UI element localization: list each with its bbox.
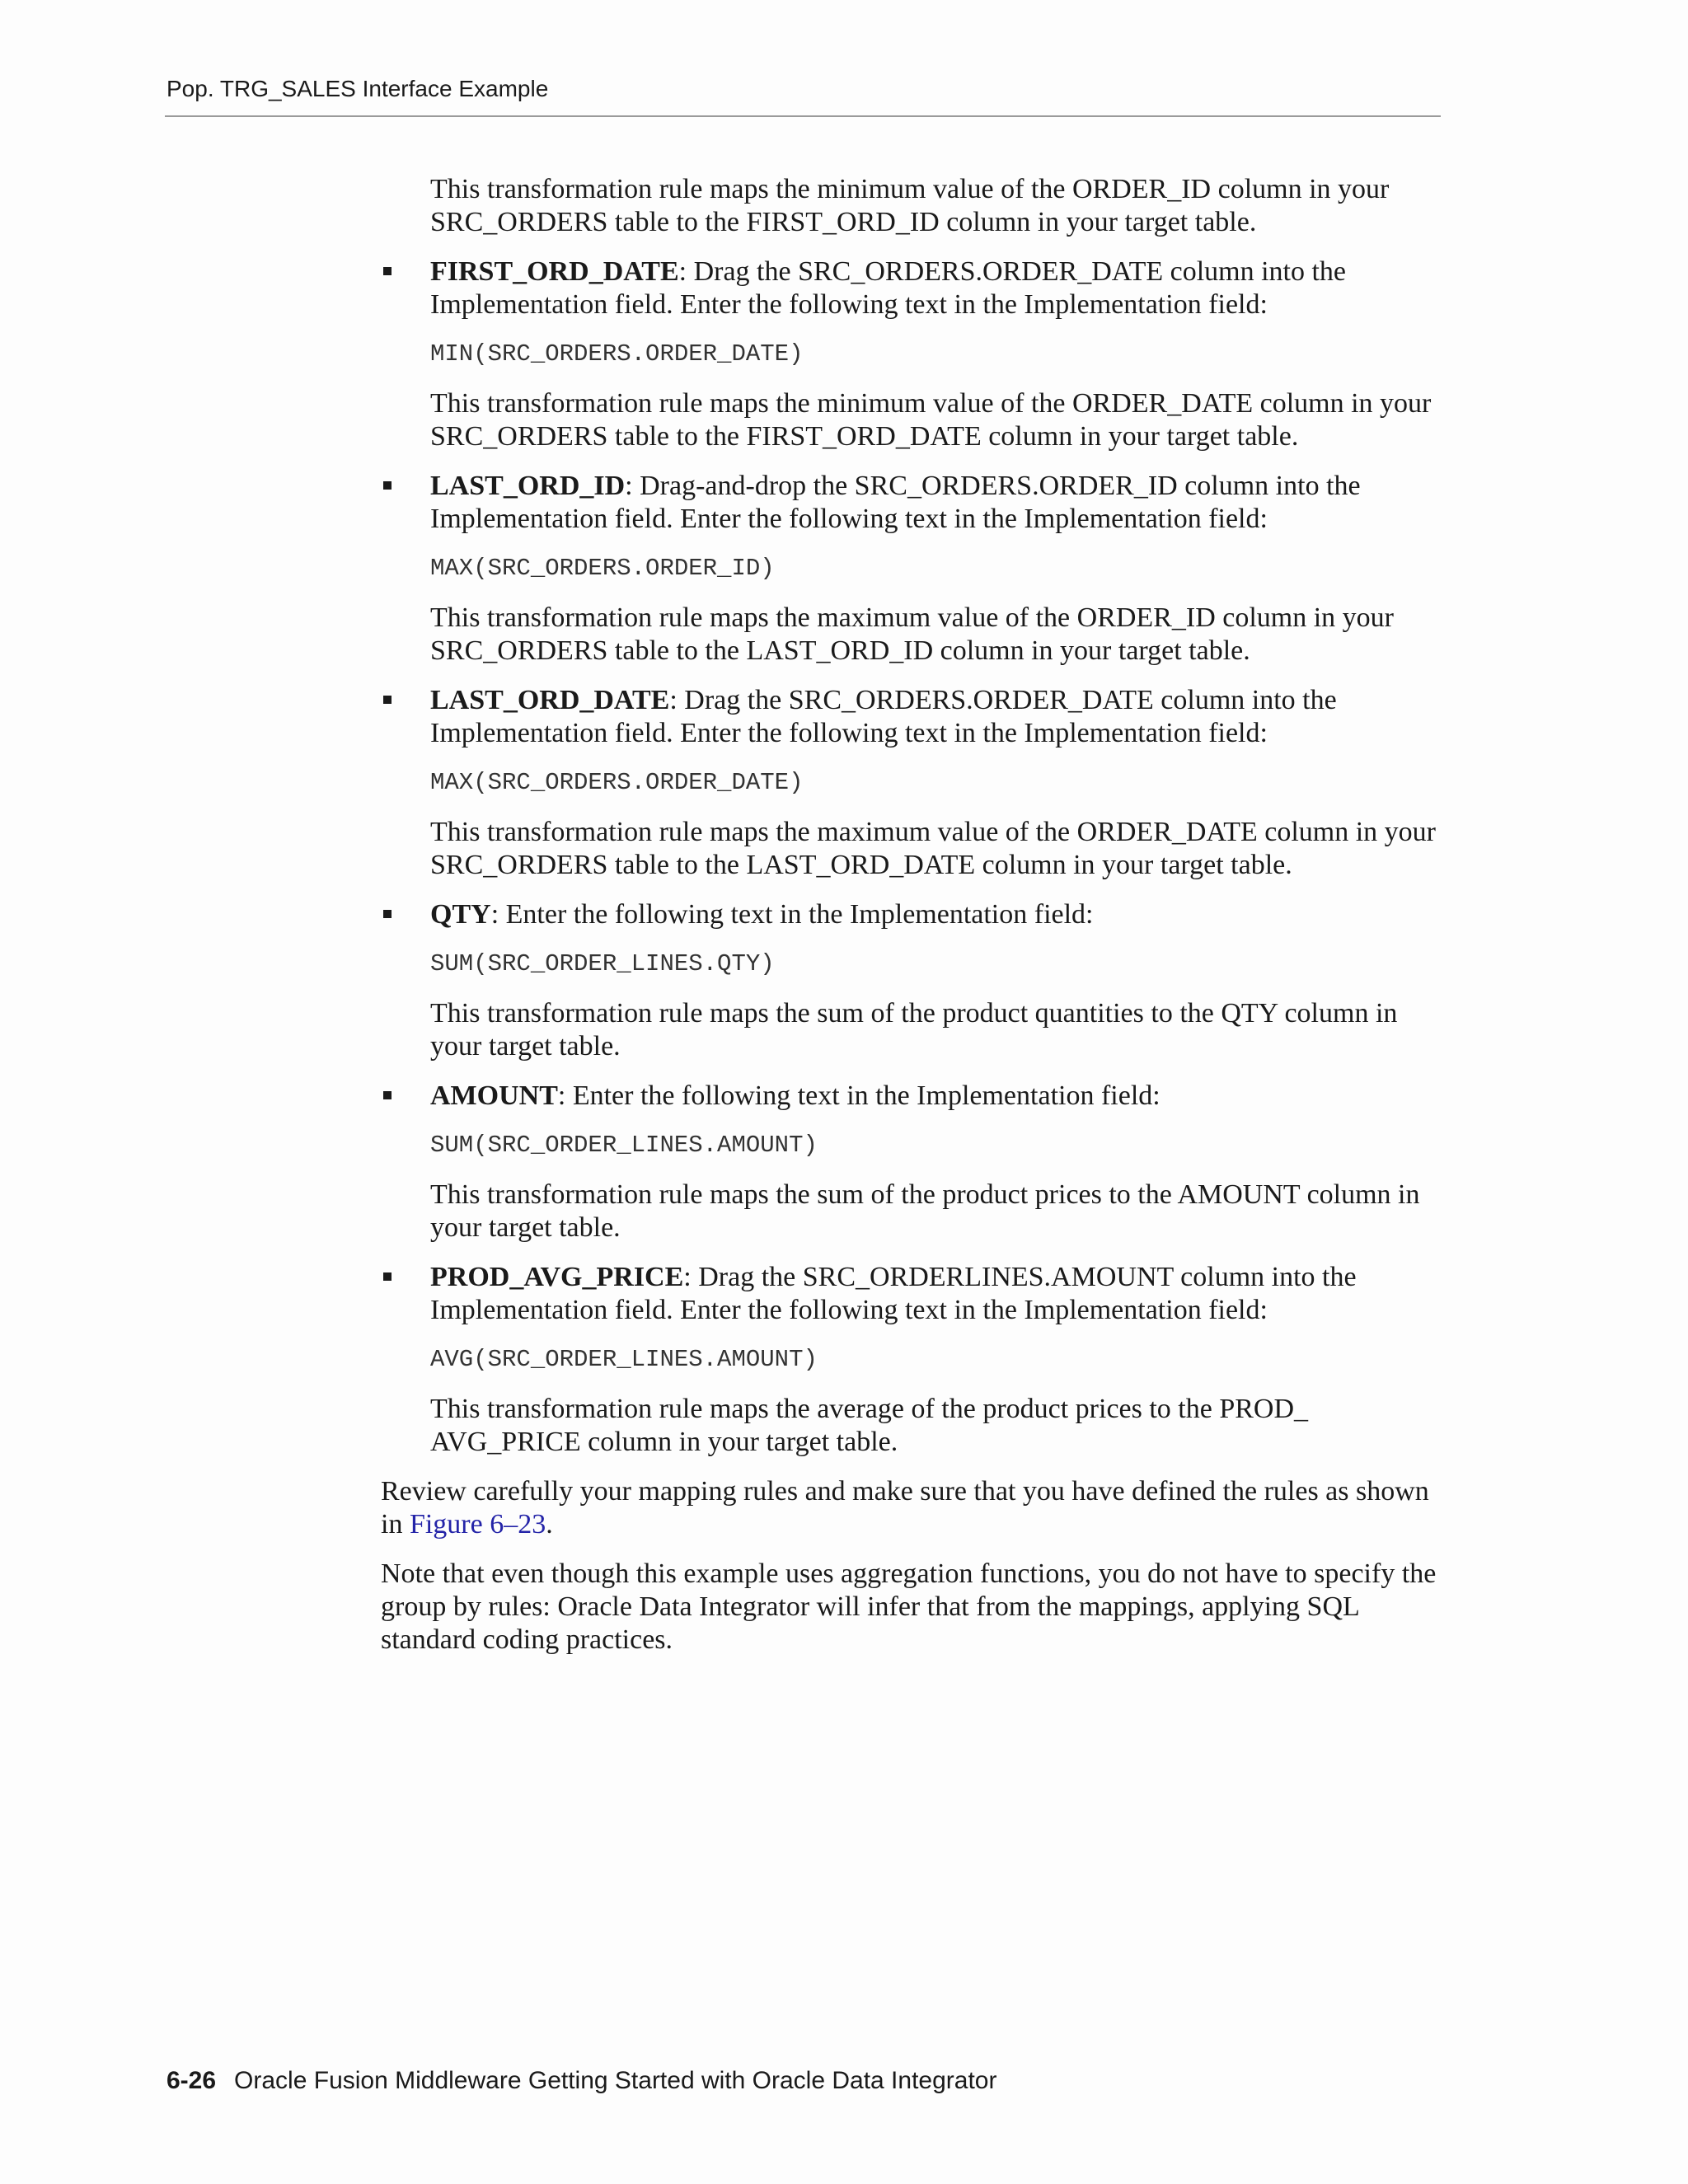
list-item <box>430 1080 1452 1113</box>
code-snippet: MAX(SRC_ORDERS.ORDER_ID) <box>430 555 775 582</box>
running-footer <box>166 2067 996 2095</box>
list-item <box>430 470 1452 536</box>
item-instruction: : Drag-and-drop the SRC_ORDERS.ORDER_ID column into the Implementation field. Enter the following text in the Implementation field: <box>430 471 1361 534</box>
item-instruction: : Enter the following text in the Implementation field: <box>490 899 1094 930</box>
book-title: Oracle Fusion Middleware Getting Started with Oracle Data Integrator <box>234 2067 997 2094</box>
item-description: This transformation rule maps the sum of the product quantities to the QTY column in your target table. <box>430 998 1398 1062</box>
column-term: FIRST_ORD_DATE <box>430 256 679 287</box>
page-number: 6-26 <box>166 2067 217 2094</box>
item-description: This transformation rule maps the maximum value of the ORDER_ID column in your SRC_ORDERS table to the LAST_ORD_ID column in your target table. <box>430 602 1394 666</box>
square-bullet-icon <box>383 696 392 704</box>
square-bullet-icon <box>383 1272 392 1281</box>
review-text-end: . <box>546 1509 553 1540</box>
code-snippet: SUM(SRC_ORDER_LINES.QTY) <box>430 950 775 977</box>
figure-link[interactable]: Figure 6–23 <box>409 1509 546 1540</box>
note-paragraph: Note that even though this example uses aggregation functions, you do not have to specify the group by rules: Oracle Data Integrator will infer that from the mappings, applying SQL standard coding practices. <box>381 1558 1437 1655</box>
item-instruction: : Enter the following text in the Implementation field: <box>557 1080 1160 1111</box>
review-paragraph <box>381 1475 1452 1541</box>
column-term: LAST_ORD_DATE <box>430 685 670 715</box>
intro-paragraph: This transformation rule maps the minimum value of the ORDER_ID column in your SRC_ORDERS table to the FIRST_ORD_ID column in your target table. <box>430 174 1390 237</box>
item-instruction: : Drag the SRC_ORDERS.ORDER_DATE column into the Implementation field. Enter the following text in the Implementation field: <box>430 685 1337 748</box>
code-snippet: MAX(SRC_ORDERS.ORDER_DATE) <box>430 769 804 796</box>
item-description: This transformation rule maps the minimum value of the ORDER_DATE column in your SRC_ORDERS table to the FIRST_ORD_DATE column in your target table. <box>430 388 1432 452</box>
page-body <box>381 173 1452 1673</box>
column-term: AMOUNT <box>430 1080 558 1111</box>
code-snippet: SUM(SRC_ORDER_LINES.AMOUNT) <box>430 1132 818 1159</box>
square-bullet-icon <box>383 910 392 918</box>
list-item <box>430 255 1452 321</box>
square-bullet-icon <box>383 1091 392 1099</box>
header-divider <box>165 115 1441 117</box>
square-bullet-icon <box>383 481 392 490</box>
column-term: LAST_ORD_ID <box>430 471 626 501</box>
item-instruction: : Drag the SRC_ORDERS.ORDER_DATE column into the Implementation field. Enter the following text in the Implementation field: <box>430 256 1347 320</box>
review-text: Review carefully your mapping rules and make sure that you have defined the rules as shown in <box>381 1476 1429 1540</box>
item-description: This transformation rule maps the average of the product prices to the PROD_ AVG_PRICE column in your target table. <box>430 1394 1309 1457</box>
column-term: PROD_AVG_PRICE <box>430 1262 684 1292</box>
item-instruction: : Drag the SRC_ORDERLINES.AMOUNT column into the Implementation field. Enter the following text in the Implementation field: <box>430 1262 1357 1325</box>
item-description: This transformation rule maps the sum of the product prices to the AMOUNT column in your target table. <box>430 1179 1420 1243</box>
column-term: QTY <box>430 899 491 930</box>
list-item <box>430 898 1452 931</box>
running-header: Pop. TRG_SALES Interface Example <box>166 76 549 101</box>
code-snippet: MIN(SRC_ORDERS.ORDER_DATE) <box>430 340 804 368</box>
list-item <box>430 684 1452 750</box>
list-item <box>430 1261 1452 1327</box>
square-bullet-icon <box>383 267 392 275</box>
item-description: This transformation rule maps the maximum value of the ORDER_DATE column in your SRC_ORDERS table to the LAST_ORD_DATE column in your target table. <box>430 817 1436 880</box>
code-snippet: AVG(SRC_ORDER_LINES.AMOUNT) <box>430 1346 818 1373</box>
